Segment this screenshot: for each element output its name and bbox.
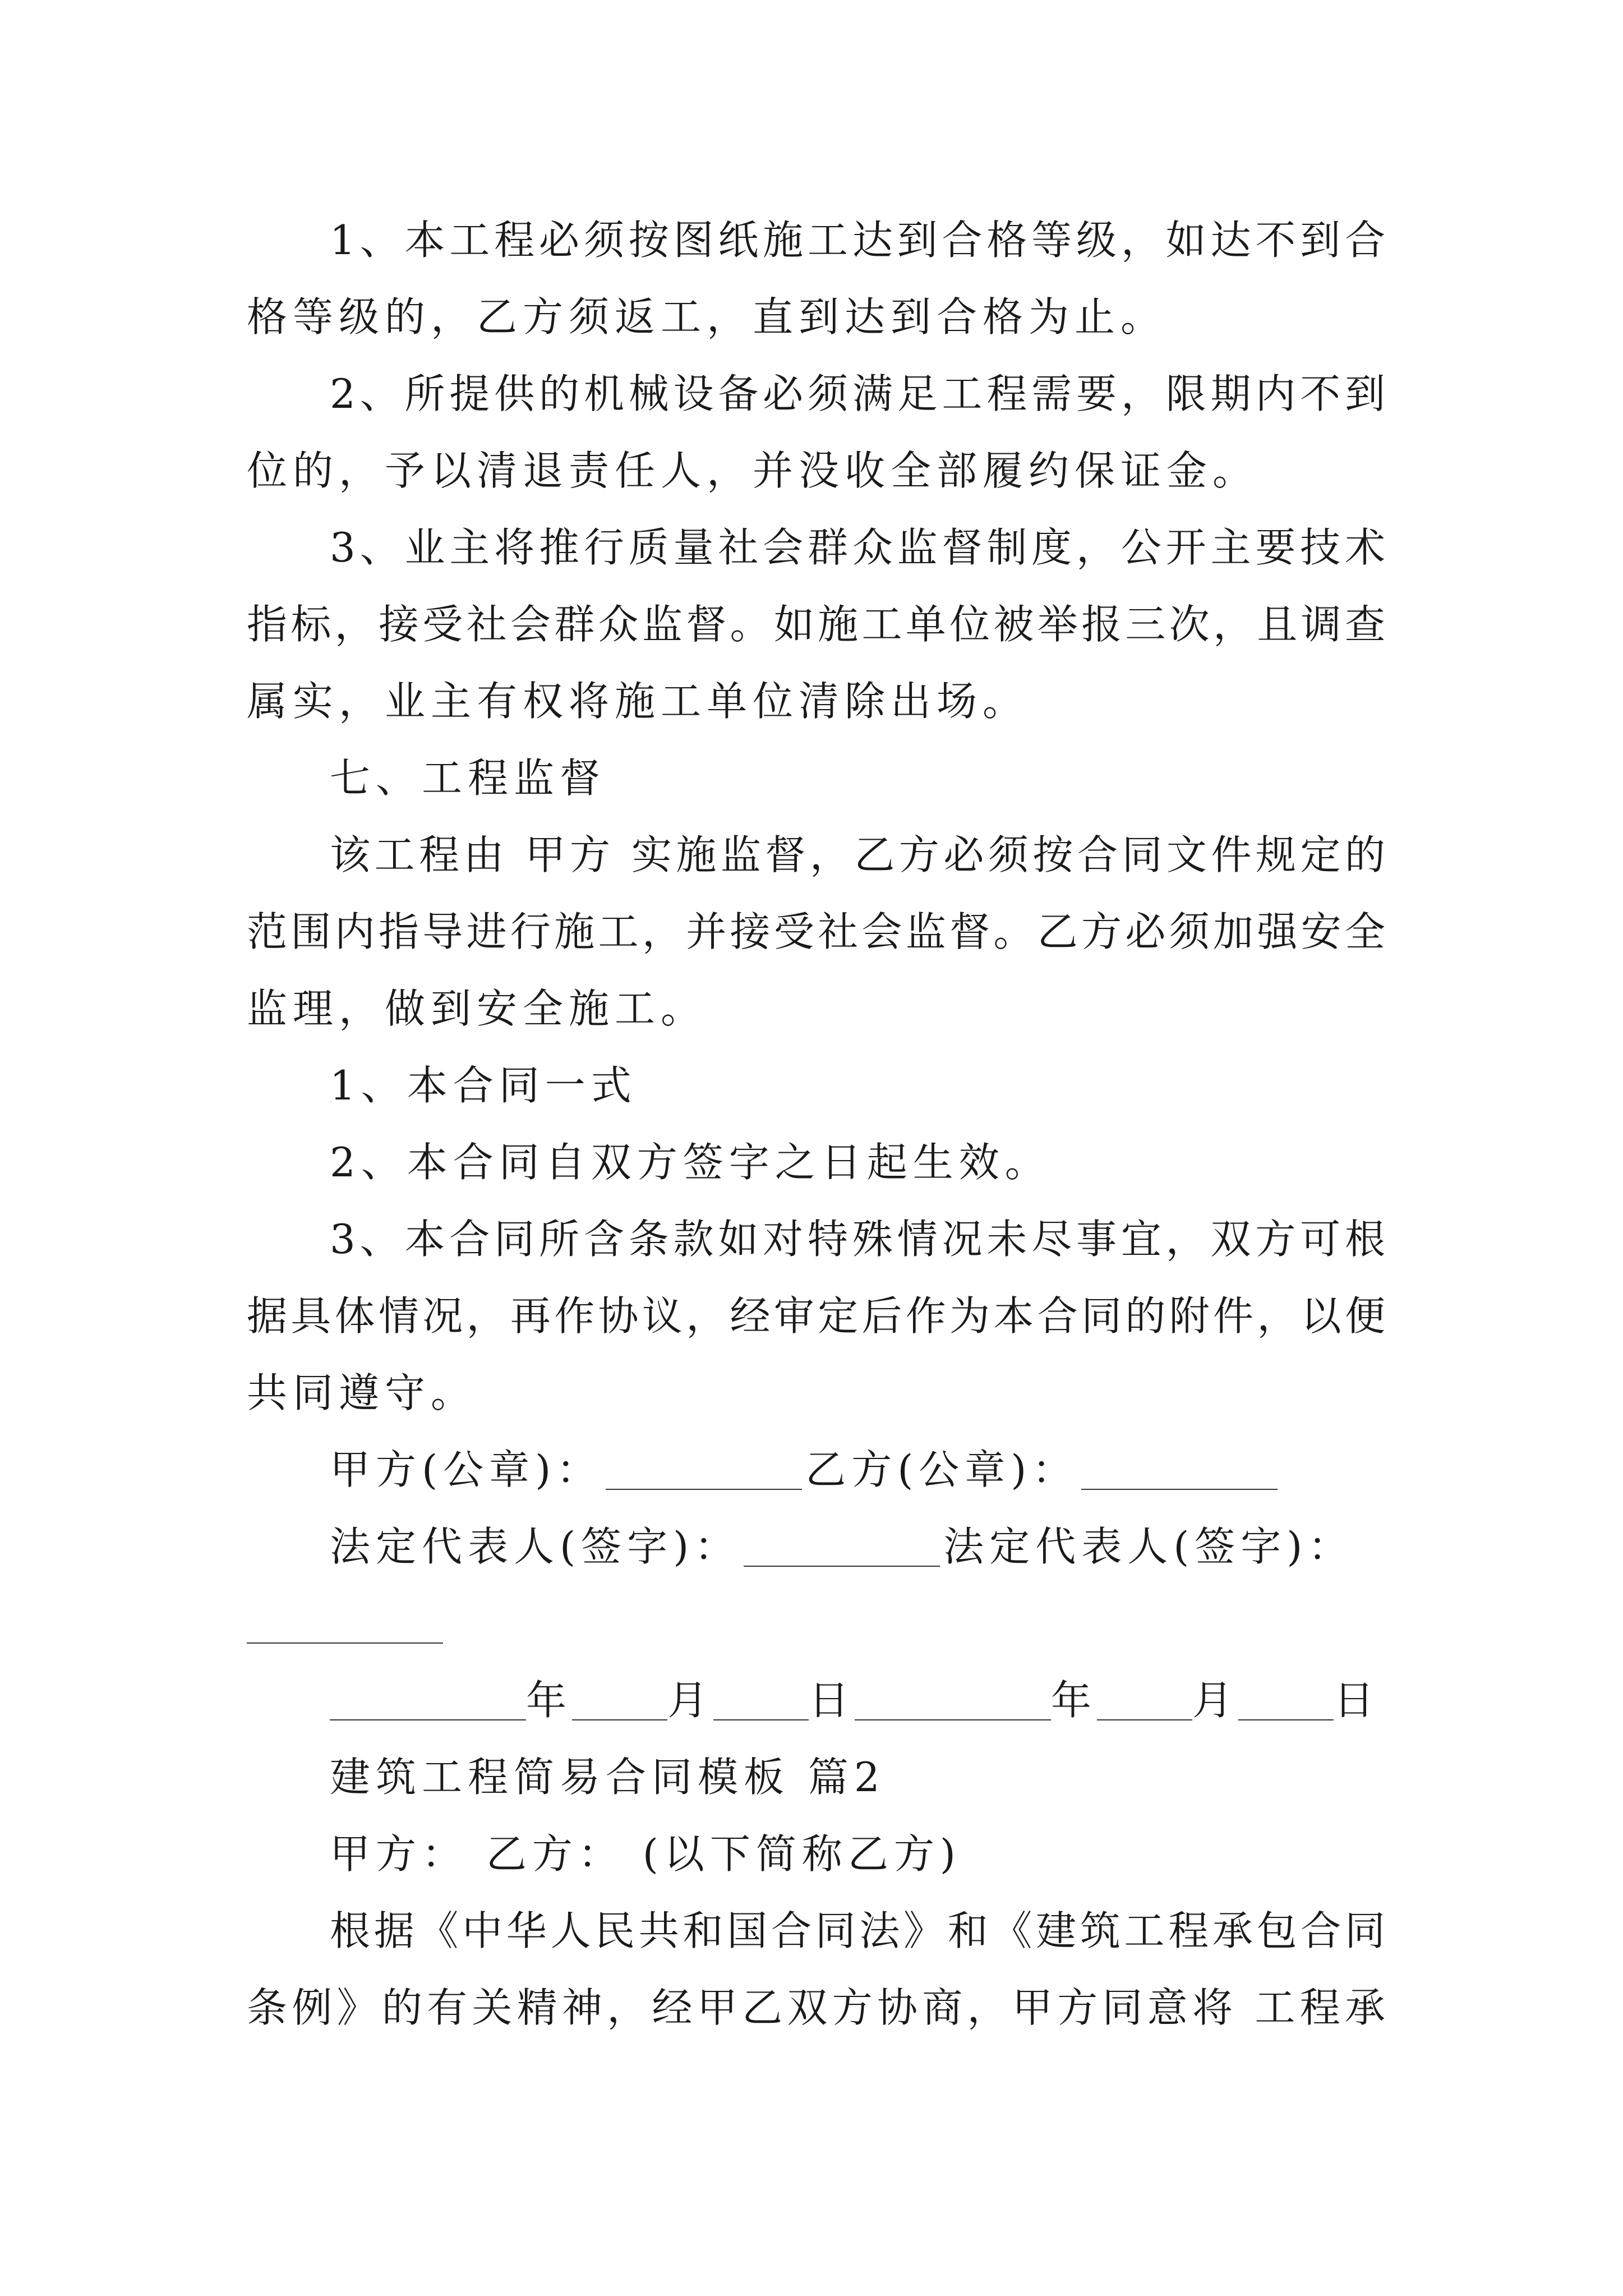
paragraph-line: 1、本合同一式 xyxy=(330,1062,637,1109)
rep-b-blank-line xyxy=(247,1585,1385,1662)
section2-parties: 甲方： 乙方： (以下简称乙方) xyxy=(330,1830,961,1878)
paragraph-line: 格等级的，乙方须返工，直到达到合格为止。 xyxy=(247,293,1167,341)
year-b-blank xyxy=(855,1719,1051,1720)
month-a-blank xyxy=(572,1719,667,1720)
rep-a-label: 法定代表人(签字)： xyxy=(330,1523,741,1570)
month-b-blank xyxy=(1097,1719,1192,1720)
party-b-seal-blank xyxy=(1081,1488,1278,1490)
paragraph-line: 2、所提供的机械设备必须满足工程需要，限期内不到 xyxy=(330,370,1385,417)
section2-paragraph-line: 条例》的有关精神，经甲乙双方协商，甲方同意将 工程承 xyxy=(247,1984,1385,2031)
day-a-label: 日 xyxy=(809,1677,855,1724)
date-line xyxy=(247,1662,1385,1739)
paragraph-line: 指标，接受社会群众监督。如施工单位被举报三次，且调查 xyxy=(247,601,1385,648)
rep-b-label: 法定代表人(签字)： xyxy=(943,1523,1354,1570)
party-a-seal-label: 甲方(公章)： xyxy=(330,1446,603,1493)
section2-paragraph-line: 根据《中华人民共和国合同法》和《建筑工程承包合同 xyxy=(330,1907,1385,1954)
paragraph-line: 1、本工程必须按图纸施工达到合格等级，如达不到合 xyxy=(330,217,1385,264)
month-a-label: 月 xyxy=(667,1677,714,1724)
day-b-label: 日 xyxy=(1334,1677,1380,1724)
paragraph-line: 监理，做到安全施工。 xyxy=(247,985,707,1032)
paragraph-line: 属实，业主有权将施工单位清除出场。 xyxy=(247,678,1029,725)
paragraph-line: 位的，予以清退责任人，并没收全部履约保证金。 xyxy=(247,447,1259,494)
paragraph-line: 该工程由 甲方 实施监督，乙方必须按合同文件规定的 xyxy=(330,831,1385,878)
rep-b-blank xyxy=(247,1642,443,1644)
section2-title: 建筑工程简易合同模板 篇2 xyxy=(330,1754,886,1801)
day-a-blank xyxy=(713,1719,809,1720)
party-seal-line xyxy=(247,1432,1385,1508)
rep-a-blank xyxy=(744,1565,940,1567)
contract-body xyxy=(247,202,1385,1432)
month-b-label: 月 xyxy=(1192,1677,1239,1724)
year-b-label: 年 xyxy=(1051,1677,1098,1724)
paragraph-line: 共同遵守。 xyxy=(247,1369,477,1416)
paragraph-line: 范围内指导进行施工，并接受社会监督。乙方必须加强安全 xyxy=(247,908,1385,955)
paragraph-line: 3、业主将推行质量社会群众监督制度，公开主要技术 xyxy=(330,524,1385,571)
party-b-seal-label: 乙方(公章)： xyxy=(805,1446,1078,1493)
paragraph-line: 据具体情况，再作协议，经审定后作为本合同的附件，以便 xyxy=(247,1292,1385,1340)
party-a-seal-blank xyxy=(606,1488,802,1490)
paragraph-line: 3、本合同所含条款如对特殊情况未尽事宜，双方可根 xyxy=(330,1216,1385,1263)
paragraph-line: 七、工程监督 xyxy=(330,754,606,802)
document-page xyxy=(247,202,1385,2046)
paragraph-line: 2、本合同自双方签字之日起生效。 xyxy=(330,1139,1051,1186)
year-a-label: 年 xyxy=(526,1677,573,1724)
representative-line xyxy=(247,1508,1385,1585)
day-b-blank xyxy=(1238,1719,1334,1720)
year-a-blank xyxy=(330,1719,526,1720)
